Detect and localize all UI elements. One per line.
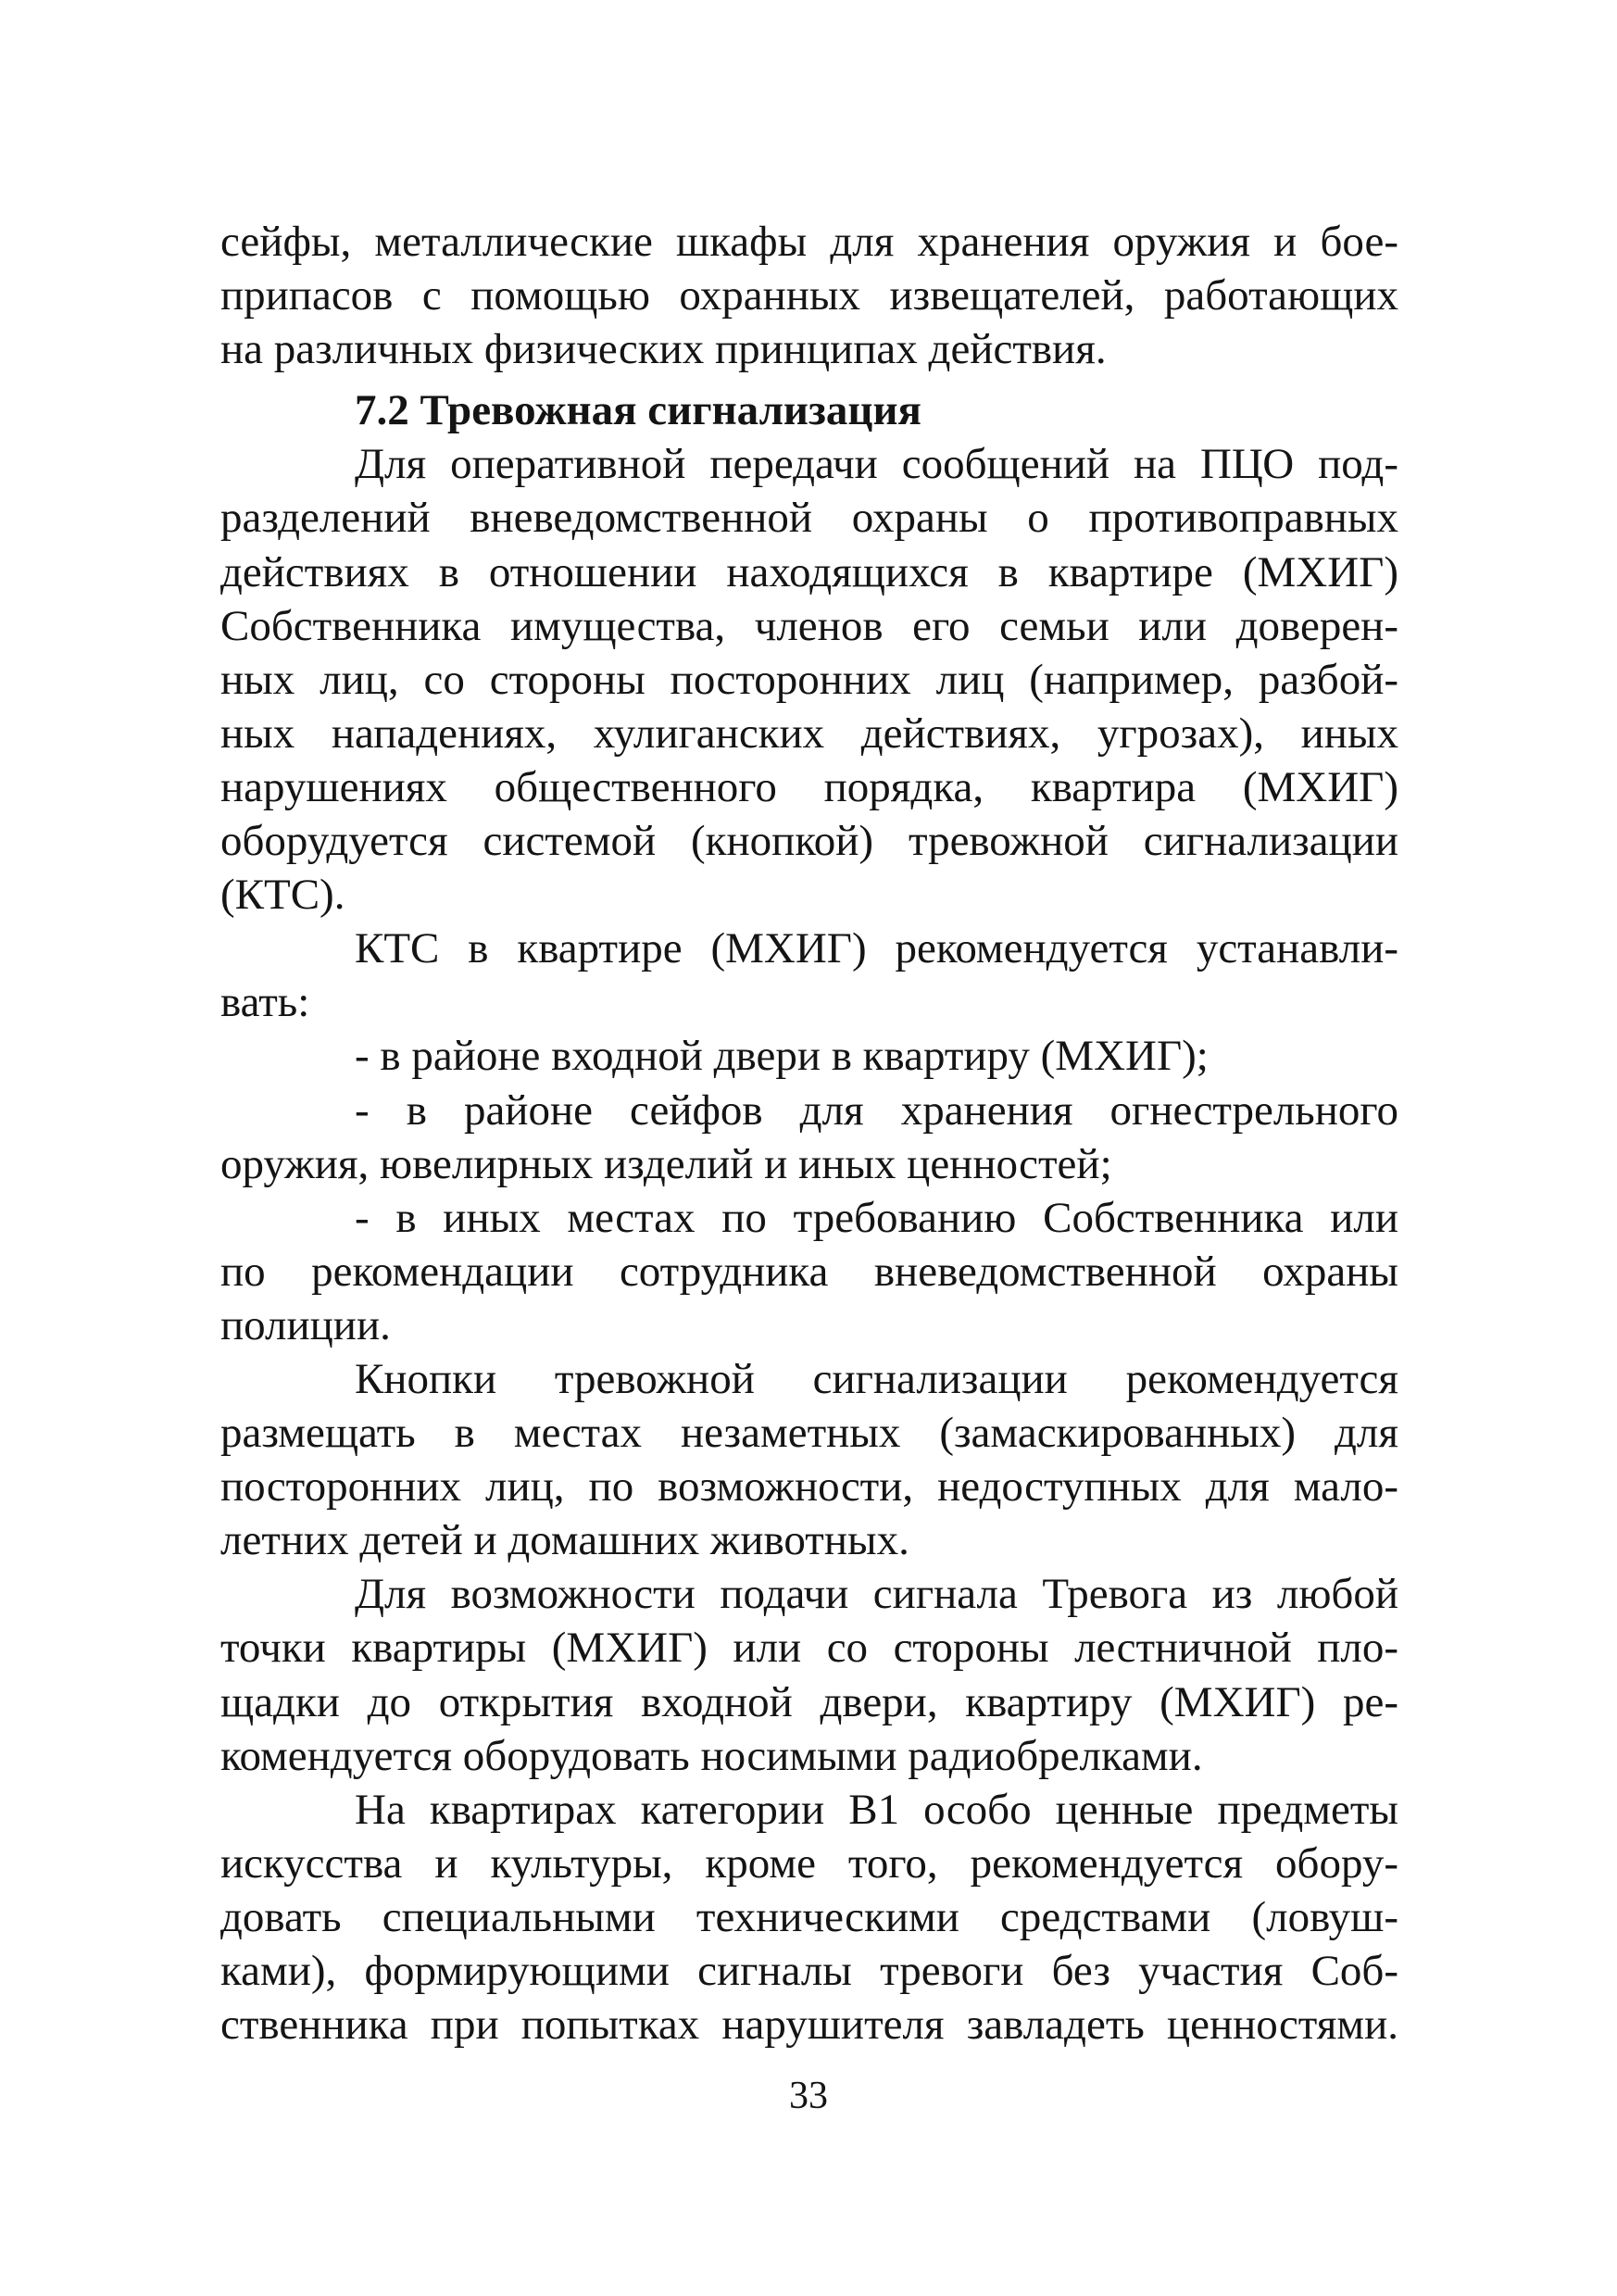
paragraph-2 xyxy=(220,922,1398,1029)
page-body xyxy=(220,215,1398,2051)
text-line: щадки до открытия входной двери, квартиру (МХИГ) ре- xyxy=(220,1677,1398,1726)
text-line: - в иных местах по требованию Собственника или xyxy=(355,1193,1398,1242)
text-line: - в районе входной двери в квартиру (МХИГ); xyxy=(355,1032,1209,1081)
paragraph-3 xyxy=(220,1352,1398,1567)
bullet-item-3 xyxy=(220,1191,1398,1352)
text-line: на различных физических принципах действия. xyxy=(220,325,1107,374)
text-line: Кнопки тревожной сигнализации рекомендуется xyxy=(355,1354,1398,1403)
text-line: по рекомендации сотрудника вневедомственной охраны xyxy=(220,1247,1398,1296)
bullet-item-1 xyxy=(220,1029,1398,1083)
paragraph-1 xyxy=(220,437,1398,922)
text-line: ками), формирующими сигналы тревоги без участия Соб- xyxy=(220,1947,1398,1995)
text-line: летних детей и домашних животных. xyxy=(220,1516,909,1565)
text-line: искусства и культуры, кроме того, рекомендуется обору- xyxy=(220,1838,1398,1888)
section-heading: 7.2 Тревожная сигнализация xyxy=(355,386,921,435)
text-line: посторонних лиц, по возможности, недоступных для мало- xyxy=(220,1462,1398,1512)
text-line: ственника при попытках нарушителя завладеть ценностями. xyxy=(220,2001,1398,2050)
text-line: нарушениях общественного порядка, квартира (МХИГ) xyxy=(220,762,1398,811)
text-line: сейфы, металлические шкафы для хранения оружия и бое- xyxy=(220,218,1398,266)
text-line: припасов с помощью охранных извещателей, работающих xyxy=(220,271,1398,320)
text-line: Для оперативной передачи сообщений на ПЦО под- xyxy=(355,440,1398,489)
text-line: размещать в местах незаметных (замаскированных) для xyxy=(220,1409,1398,1458)
text-line: оружия, ювелирных изделий и иных ценностей; xyxy=(220,1139,1112,1188)
text-line: комендуется оборудовать носимыми радиобрелками. xyxy=(220,1731,1203,1780)
text-line: ных лиц, со стороны посторонних лиц (например, разбой- xyxy=(220,655,1398,704)
paragraph-5 xyxy=(220,1783,1398,2051)
text-line: Собственника имущества, членов его семьи или доверен- xyxy=(220,601,1398,650)
text-line: довать специальными техническими средствами (ловуш- xyxy=(220,1892,1398,1941)
text-line: полиции. xyxy=(220,1300,391,1349)
intro-paragraph xyxy=(220,215,1398,376)
text-line: вать: xyxy=(220,978,310,1027)
text-line: точки квартиры (МХИГ) или со стороны лестничной пло- xyxy=(220,1624,1398,1673)
page-number: 33 xyxy=(789,2075,828,2117)
paragraph-4 xyxy=(220,1567,1398,1782)
bullet-item-2 xyxy=(220,1084,1398,1191)
text-line: КТС в квартире (МХИГ) рекомендуется устанавли- xyxy=(355,924,1398,973)
text-line: оборудуется системой (кнопкой) тревожной сигнализации xyxy=(220,817,1398,866)
text-line: действиях в отношении находящихся в квартире (МХИГ) xyxy=(220,547,1398,596)
text-line: На квартирах категории В1 особо ценные предметы xyxy=(355,1785,1398,1834)
text-line: (КТС). xyxy=(220,871,345,920)
text-line: - в районе сейфов для хранения огнестрельного xyxy=(355,1085,1398,1135)
text-line: Для возможности подачи сигнала Тревога из любой xyxy=(355,1570,1398,1619)
text-line: ных нападениях, хулиганских действиях, угрозах), иных xyxy=(220,709,1398,758)
text-line: разделений вневедомственной охраны о противоправных xyxy=(220,494,1398,543)
